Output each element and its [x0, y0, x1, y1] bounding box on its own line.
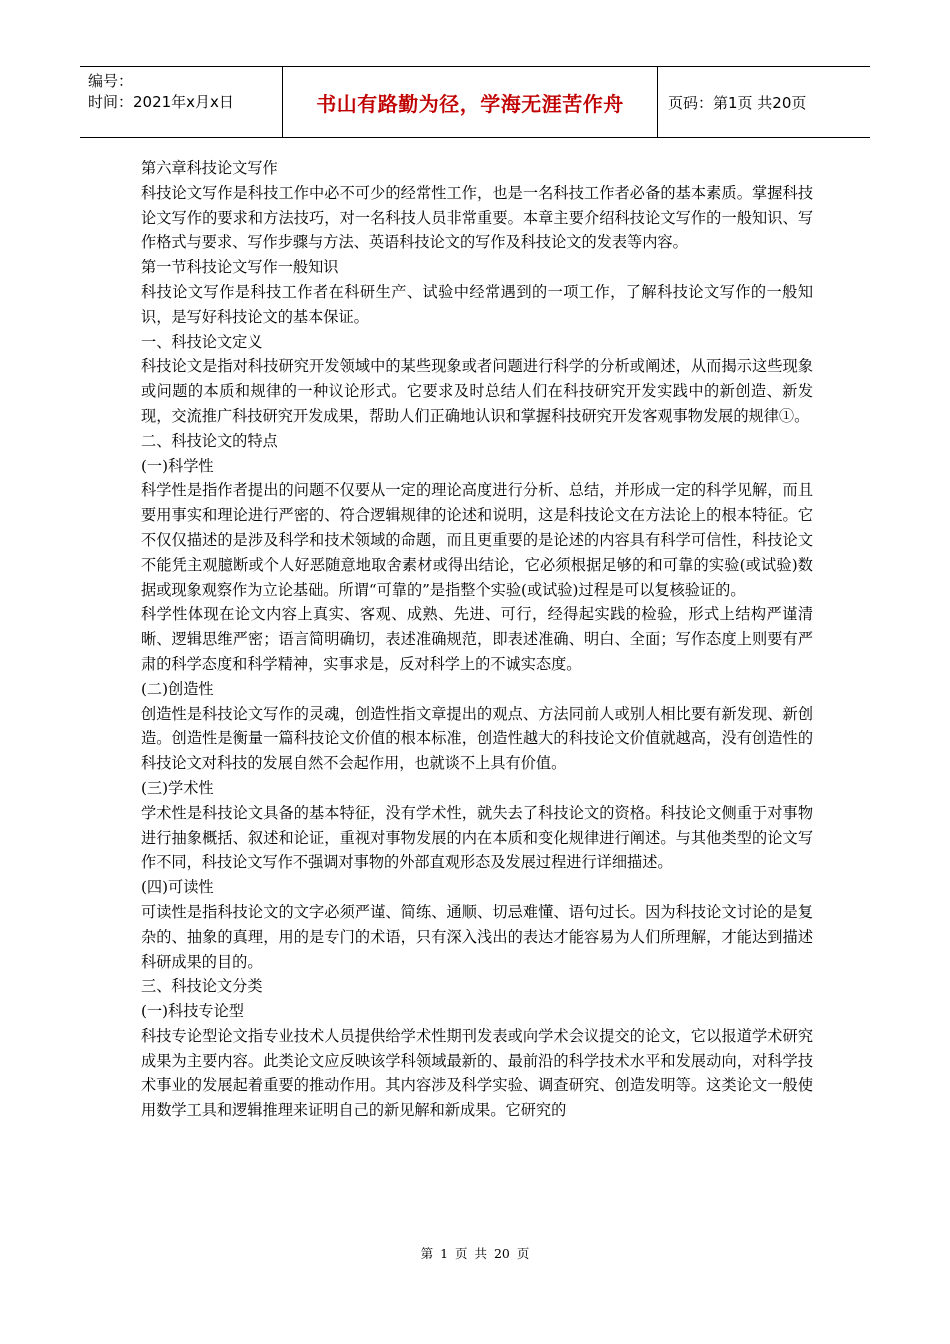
section-heading: 第一节科技论文写作一般知识: [141, 258, 339, 277]
number-label: 编号：: [88, 72, 134, 90]
document-header: [80, 66, 870, 138]
body-paragraph: 科技论文写作是科技工作者在科研生产、试验中经常遇到的一项工作，了解科技论文写作的一般知识，是写好科技论文的基本保证。: [141, 282, 813, 326]
header-page-info: 页码：第1页 共20页: [668, 93, 807, 112]
item-heading: (二)创造性: [141, 679, 214, 698]
body-paragraph: 科技论文是指对科技研究开发领域中的某些现象或者问题进行科学的分析或阐述，从而揭示这些现象或问题的本质和规律的一种议论形式。它要求及时总结人们在科技研究开发实践中的新创造、新发现，交流推广科技研究开发成果，帮助人们正确地认识和掌握科技研究开发客观事物发展的规律①。: [141, 357, 813, 425]
item-heading: (四)可读性: [141, 878, 214, 897]
subsection-heading: 二、科技论文的特点: [141, 431, 278, 450]
item-heading: (一)科技专论型: [141, 1002, 244, 1021]
body-paragraph: 可读性是指科技论文的文字必须严谨、简练、通顺、切忌难懂、语句过长。因为科技论文讨论的是复杂的、抽象的真理，用的是专门的术语，只有深入浅出的表达才能容易为人们所理解，才能达到描述科研成果的目的。: [141, 902, 813, 971]
header-motto-cell: [283, 67, 658, 137]
item-heading: (三)学术性: [141, 778, 214, 797]
subsection-heading: 一、科技论文定义: [141, 332, 263, 351]
body-paragraph: 科技论文写作是科技工作中必不可少的经常性工作，也是一名科技工作者必备的基本素质。掌握科技论文写作的要求和方法技巧，对一名科技人员非常重要。本章主要介绍科技论文写作的一般知识、写作格式与要求、写作步骤与方法、英语科技论文的写作及科技论文的发表等内容。: [141, 183, 813, 252]
header-motto: 书山有路勤为径，学海无涯苦作舟: [316, 91, 624, 116]
body-paragraph: 科学性体现在论文内容上真实、客观、成熟、先进、可行，经得起实践的检验，形式上结构严谨清晰、逻辑思维严密；语言简明确切，表述准确规范，即表述准确、明白、全面；写作态度上则要有严肃的科学态度和科学精神，实事求是，反对科学上的不诚实态度。: [141, 605, 813, 673]
header-page-cell: [658, 67, 870, 137]
body-paragraph: 科技专论型论文指专业技术人员提供给学术性期刊发表或向学术会议提交的论文，它以报道学术研究成果为主要内容。此类论文应反映该学科领域最新的、最前沿的科学技术水平和发展动向，对科学技术事业的发展起着重要的推动作用。其内容涉及科学实验、调查研究、创造发明等。这类论文一般使用数学工具和逻辑推理来证明自己的新见解和新成果。它研究的: [141, 1026, 813, 1120]
document-body: [141, 156, 813, 1123]
body-paragraph: 学术性是科技论文具备的基本特征，没有学术性，就失去了科技论文的资格。科技论文侧重于对事物进行抽象概括、叙述和论证，重视对事物发展的内在本质和变化规律进行阐述。与其他类型的论文写作不同，科技论文写作不强调对事物的外部直观形态及发展过程进行详细描述。: [141, 803, 813, 872]
time-label: 时间：2021年x月x日: [88, 93, 234, 111]
body-paragraph: 创造性是科技论文写作的灵魂，创造性指文章提出的观点、方法同前人或别人相比要有新发现、新创造。创造性是衡量一篇科技论文价值的根本标准，创造性越大的科技论文价值就越高，没有创造性的科技论文对科技的发展自然不会起作用，也就谈不上具有价值。: [141, 704, 813, 773]
page-footer: 第 1 页 共 20 页: [420, 1246, 530, 1261]
item-heading: (一)科学性: [141, 456, 214, 475]
header-meta: [80, 67, 283, 137]
subsection-heading: 三、科技论文分类: [141, 977, 263, 996]
chapter-title: 第六章科技论文写作: [141, 159, 278, 177]
body-paragraph: 科学性是指作者提出的问题不仅要从一定的理论高度进行分析、总结，并形成一定的科学见解，而且要用事实和理论进行严密的、符合逻辑规律的论述和说明，这是科技论文在方法论上的根本特征。它不仅仅描述的是涉及科学和技术领域的命题，而且更重要的是论述的内容具有科学可信性，科技论文不能凭主观臆断或个人好恶随意地取舍素材或得出结论，它必须根据足够的和可靠的实验(或试验)数据或现象观察作为立论基础。所谓“可靠的”是指整个实验(或试验)过程是可以复核验证的。: [141, 481, 813, 599]
